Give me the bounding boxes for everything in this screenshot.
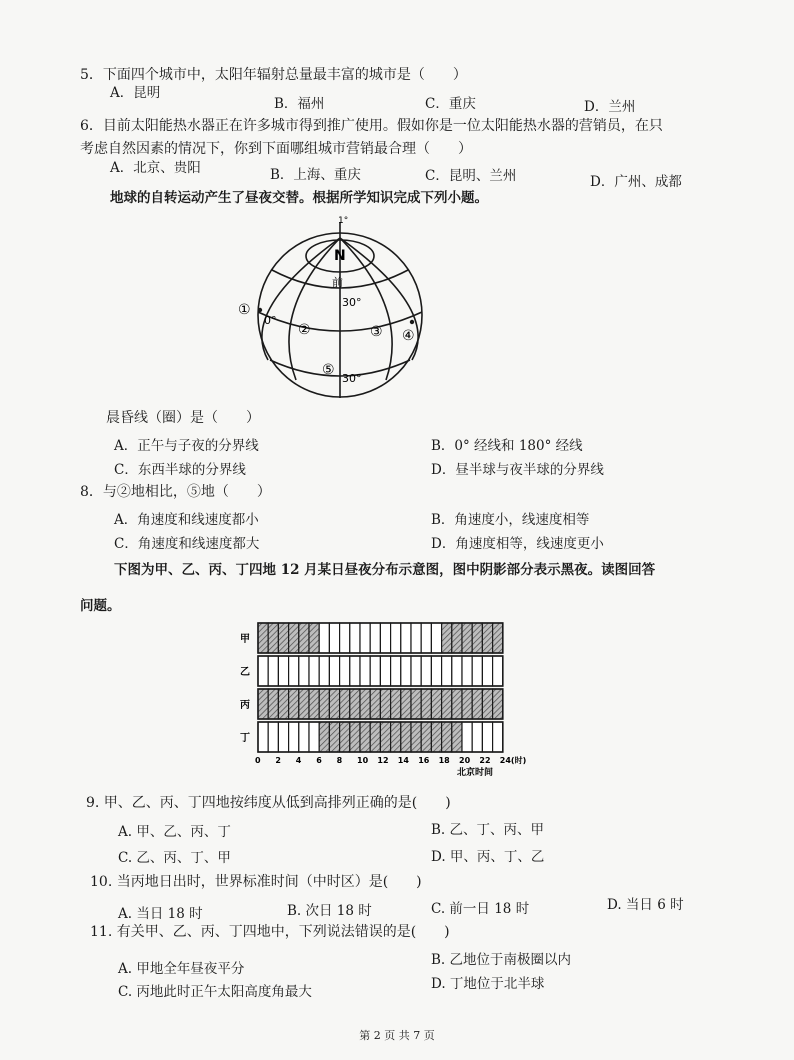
day-cell bbox=[360, 623, 370, 653]
point-2-label: ② bbox=[298, 322, 311, 338]
day-cell bbox=[380, 623, 390, 653]
chart-x-tick: 16 bbox=[418, 756, 430, 765]
night-cell bbox=[452, 722, 462, 752]
day-cell bbox=[278, 656, 288, 686]
chart-x-tick: 12 bbox=[377, 756, 389, 765]
q9-option-d: D. 甲、丙、丁、乙 bbox=[431, 849, 545, 865]
night-cell bbox=[360, 722, 370, 752]
day-cell bbox=[452, 656, 462, 686]
night-cell bbox=[493, 689, 503, 719]
chart-x-tick: 8 bbox=[336, 756, 343, 765]
night-cell bbox=[472, 689, 482, 719]
day-cell bbox=[482, 656, 492, 686]
q5-option-a: A．昆明 bbox=[110, 85, 161, 101]
q9-option-c: C. 乙、丙、丁、甲 bbox=[118, 850, 231, 866]
day-cell bbox=[268, 722, 278, 752]
night-cell bbox=[289, 623, 299, 653]
chart-x-tick: 24(时) bbox=[499, 756, 527, 765]
day-cell bbox=[493, 722, 503, 752]
day-cell bbox=[299, 722, 309, 752]
night-cell bbox=[299, 623, 309, 653]
q7-option-d: D．昼半球与夜半球的分界线 bbox=[431, 462, 604, 478]
night-cell bbox=[258, 689, 268, 719]
point-5-label: ⑤ bbox=[322, 362, 335, 378]
night-cell bbox=[350, 722, 360, 752]
q8-option-c: C．角速度和线速度都大 bbox=[114, 536, 260, 552]
point-4-dot bbox=[410, 320, 414, 324]
night-cell bbox=[329, 689, 339, 719]
night-cell bbox=[380, 689, 390, 719]
page-footer: 第 2 页 共 7 页 bbox=[359, 1029, 435, 1042]
night-cell bbox=[482, 689, 492, 719]
day-cell bbox=[329, 656, 339, 686]
globe-small-text: 前 bbox=[332, 276, 343, 289]
north-pole-label: N bbox=[334, 248, 346, 264]
q10-option-d: D. 当日 6 时 bbox=[607, 897, 684, 913]
chart-intro-line1: 下图为甲、乙、丙、丁四地 12 月某日昼夜分布示意图，图中阴影部分表示黑夜。读图回答 bbox=[114, 562, 656, 578]
day-cell bbox=[289, 656, 299, 686]
chart-xlabel: 北京时间 bbox=[457, 768, 494, 778]
night-cell bbox=[319, 689, 329, 719]
chart-x-tick: 10 bbox=[357, 756, 369, 765]
day-cell bbox=[482, 722, 492, 752]
point-3-label: ③ bbox=[370, 324, 383, 340]
day-cell bbox=[391, 656, 401, 686]
night-cell bbox=[370, 689, 380, 719]
night-cell bbox=[472, 623, 482, 653]
day-cell bbox=[350, 656, 360, 686]
q6-option-a: A．北京、贵阳 bbox=[110, 160, 201, 176]
night-cell bbox=[268, 689, 278, 719]
day-cell bbox=[268, 656, 278, 686]
day-cell bbox=[401, 656, 411, 686]
night-cell bbox=[442, 722, 452, 752]
day-cell bbox=[278, 722, 288, 752]
chart-x-tick: 4 bbox=[295, 756, 302, 765]
day-cell bbox=[340, 656, 350, 686]
night-cell bbox=[462, 623, 472, 653]
q11-option-c: C. 丙地此时正午太阳高度角最大 bbox=[118, 984, 312, 1000]
point-1-dot bbox=[258, 308, 262, 312]
night-cell bbox=[462, 689, 472, 719]
q10-option-c: C. 前一日 18 时 bbox=[431, 901, 530, 917]
day-cell bbox=[442, 656, 452, 686]
night-cell bbox=[329, 722, 339, 752]
day-cell bbox=[289, 722, 299, 752]
day-cell bbox=[309, 656, 319, 686]
day-cell bbox=[360, 656, 370, 686]
night-cell bbox=[391, 689, 401, 719]
point-1-label: ① bbox=[238, 302, 251, 318]
night-cell bbox=[431, 722, 441, 752]
q6-option-b: B．上海、重庆 bbox=[270, 167, 361, 183]
globe-top-label: 1° bbox=[338, 216, 349, 226]
chart-row-label: 乙 bbox=[240, 667, 250, 678]
day-cell bbox=[258, 656, 268, 686]
q10-stem: 10. 当丙地日出时，世界标准时间（中时区）是( ) bbox=[90, 874, 422, 890]
night-cell bbox=[360, 689, 370, 719]
q6-stem-line1: 6．目前太阳能热水器正在许多城市得到推广使用。假如你是一位太阳能热水器的营销员，在只 bbox=[80, 118, 663, 134]
night-cell bbox=[411, 689, 421, 719]
q9-option-b: B. 乙、丁、丙、甲 bbox=[431, 822, 545, 838]
night-cell bbox=[340, 722, 350, 752]
day-cell bbox=[411, 623, 421, 653]
chart-x-tick: 2 bbox=[275, 756, 281, 765]
q6-option-c: C．昆明、兰州 bbox=[425, 168, 517, 184]
night-cell bbox=[380, 722, 390, 752]
chart-row-label: 甲 bbox=[240, 634, 250, 645]
rotation-intro: 地球的自转运动产生了昼夜交替。根据所学知识完成下列小题。 bbox=[110, 190, 488, 206]
night-cell bbox=[421, 722, 431, 752]
night-cell bbox=[299, 689, 309, 719]
q11-option-d: D. 丁地位于北半球 bbox=[431, 976, 545, 992]
q7-option-a: A．正午与子夜的分界线 bbox=[114, 438, 259, 454]
day-cell bbox=[472, 656, 482, 686]
q7-stem: 晨昏线（圈）是（ ） bbox=[106, 410, 260, 426]
night-cell bbox=[493, 623, 503, 653]
night-cell bbox=[401, 689, 411, 719]
chart-x-tick: 18 bbox=[438, 756, 450, 765]
chart-row-label: 丁 bbox=[240, 733, 250, 744]
day-cell bbox=[370, 623, 380, 653]
night-cell bbox=[268, 623, 278, 653]
day-cell bbox=[299, 656, 309, 686]
day-night-chart bbox=[230, 615, 530, 785]
night-cell bbox=[258, 623, 268, 653]
q5-option-c: C．重庆 bbox=[425, 96, 476, 112]
day-cell bbox=[350, 623, 360, 653]
chart-x-tick: 14 bbox=[397, 756, 409, 765]
day-cell bbox=[370, 656, 380, 686]
globe-diagram bbox=[230, 210, 440, 400]
q9-option-a: A. 甲、乙、丙、丁 bbox=[118, 824, 231, 840]
night-cell bbox=[401, 722, 411, 752]
day-cell bbox=[431, 623, 441, 653]
chart-x-tick: 22 bbox=[479, 756, 491, 765]
night-cell bbox=[278, 623, 288, 653]
night-cell bbox=[289, 689, 299, 719]
day-cell bbox=[329, 623, 339, 653]
night-cell bbox=[482, 623, 492, 653]
day-cell bbox=[340, 623, 350, 653]
q10-option-b: B. 次日 18 时 bbox=[287, 903, 372, 919]
q7-option-c: C．东西半球的分界线 bbox=[114, 462, 246, 478]
night-cell bbox=[391, 722, 401, 752]
chart-intro-line2: 问题。 bbox=[80, 598, 121, 614]
longitude-0-label: 0° bbox=[264, 314, 277, 327]
q8-option-d: D．角速度相等，线速度更小 bbox=[431, 536, 604, 552]
latitude-30-top: 30° bbox=[342, 296, 362, 309]
day-cell bbox=[431, 656, 441, 686]
night-cell bbox=[442, 623, 452, 653]
day-cell bbox=[421, 656, 431, 686]
chart-x-tick: 6 bbox=[316, 756, 322, 765]
q8-option-a: A．角速度和线速度都小 bbox=[114, 512, 259, 528]
q11-option-b: B. 乙地位于南极圈以内 bbox=[431, 952, 572, 968]
day-cell bbox=[391, 623, 401, 653]
latitude-30-bottom: 30° bbox=[342, 372, 362, 385]
day-cell bbox=[258, 722, 268, 752]
q6-option-d: D．广州、成都 bbox=[590, 174, 682, 190]
q9-stem: 9. 甲、乙、丙、丁四地按纬度从低到高排列正确的是( ) bbox=[86, 795, 451, 811]
day-cell bbox=[309, 722, 319, 752]
day-cell bbox=[319, 623, 329, 653]
q11-stem: 11. 有关甲、乙、丙、丁四地中，下列说法错误的是( ) bbox=[90, 924, 450, 940]
night-cell bbox=[411, 722, 421, 752]
q7-option-b: B．0° 经线和 180° 经线 bbox=[431, 438, 583, 454]
point-4-label: ④ bbox=[402, 328, 415, 344]
night-cell bbox=[452, 689, 462, 719]
q8-option-b: B．角速度小，线速度相等 bbox=[431, 512, 590, 528]
q10-option-a: A. 当日 18 时 bbox=[118, 906, 203, 922]
night-cell bbox=[350, 689, 360, 719]
chart-row-label: 丙 bbox=[240, 700, 250, 711]
q5-option-d: D．兰州 bbox=[584, 99, 636, 115]
q5-option-b: B．福州 bbox=[274, 96, 325, 112]
q5-stem: 5．下面四个城市中，太阳年辐射总量最丰富的城市是（ ） bbox=[80, 67, 467, 83]
day-cell bbox=[462, 722, 472, 752]
night-cell bbox=[340, 689, 350, 719]
night-cell bbox=[309, 689, 319, 719]
night-cell bbox=[431, 689, 441, 719]
day-cell bbox=[411, 656, 421, 686]
q11-option-a: A. 甲地全年昼夜平分 bbox=[118, 961, 245, 977]
day-cell bbox=[401, 623, 411, 653]
night-cell bbox=[319, 722, 329, 752]
day-cell bbox=[421, 623, 431, 653]
night-cell bbox=[421, 689, 431, 719]
day-cell bbox=[319, 656, 329, 686]
day-cell bbox=[462, 656, 472, 686]
day-cell bbox=[472, 722, 482, 752]
night-cell bbox=[370, 722, 380, 752]
chart-x-tick: 20 bbox=[459, 756, 471, 765]
q6-stem-line2: 考虑自然因素的情况下，你到下面哪组城市营销最合理（ ） bbox=[80, 141, 472, 157]
night-cell bbox=[278, 689, 288, 719]
day-cell bbox=[380, 656, 390, 686]
night-cell bbox=[452, 623, 462, 653]
q8-stem: 8．与②地相比，⑤地（ ） bbox=[80, 484, 271, 500]
night-cell bbox=[442, 689, 452, 719]
day-cell bbox=[493, 656, 503, 686]
chart-x-tick: 0 bbox=[255, 756, 261, 765]
night-cell bbox=[309, 623, 319, 653]
